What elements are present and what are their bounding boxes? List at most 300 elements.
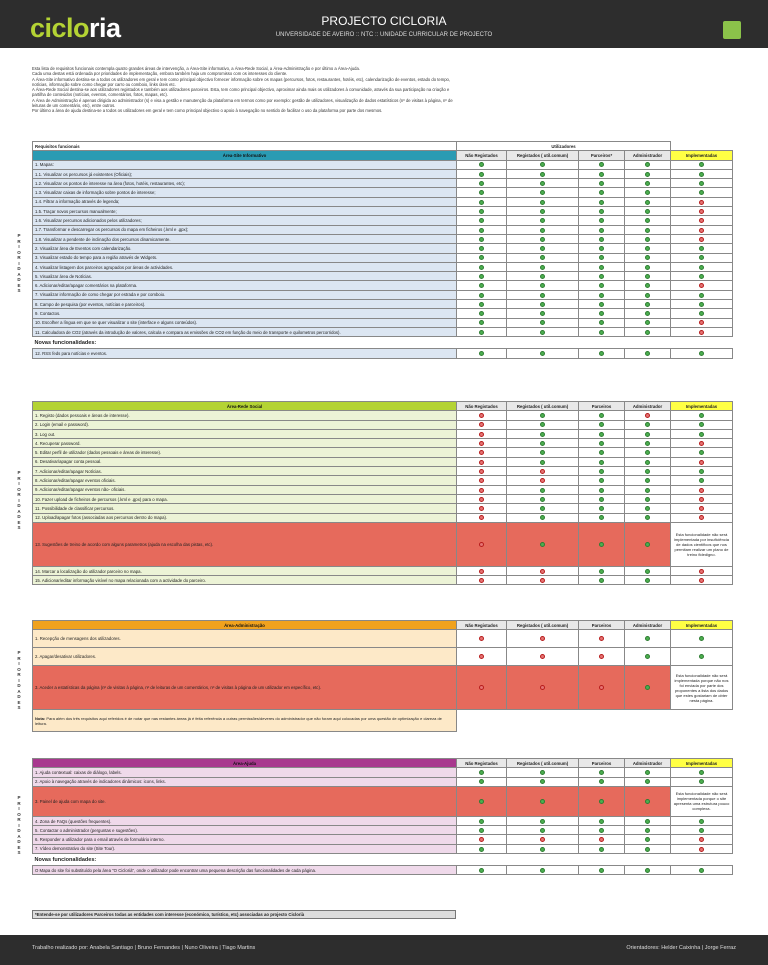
table-row	[33, 300, 733, 309]
check-icon	[699, 311, 704, 316]
check-icon	[599, 413, 604, 418]
check-icon	[540, 432, 545, 437]
cross-icon	[699, 441, 704, 446]
check-icon	[645, 654, 650, 659]
cross-icon	[699, 200, 704, 205]
cross-icon	[699, 460, 704, 465]
check-icon	[599, 293, 604, 298]
table-row	[33, 349, 733, 358]
check-icon	[540, 330, 545, 335]
implementation-note: Esta funcionalidade não será implementada por insuficiência de dados científicos que nos permitam realizar um plano de treino fidedigno.	[671, 522, 733, 566]
check-icon	[479, 293, 484, 298]
table-row	[33, 835, 733, 844]
check-icon	[599, 770, 604, 775]
check-icon	[699, 413, 704, 418]
table-row	[33, 429, 733, 438]
check-icon	[645, 283, 650, 288]
footer-supervisors: Orientadores: Helder Caixinha | Jorge Ferraz	[626, 945, 736, 951]
table-row	[33, 648, 733, 666]
check-icon	[540, 311, 545, 316]
requirement-label: 6. Adicionar/editar/apagar comentários na plataforma.	[33, 281, 457, 290]
cross-icon	[479, 837, 484, 842]
check-icon	[599, 828, 604, 833]
table-row	[33, 666, 733, 710]
requirement-label: 1.1. Visualizar os percursos já existentes (Oficiais);	[33, 169, 457, 178]
requirement-label: 3. Visualizar estado do tempo para a região através de Widgets.	[33, 253, 457, 262]
check-icon	[479, 330, 484, 335]
check-icon	[540, 506, 545, 511]
check-icon	[645, 228, 650, 233]
check-icon	[599, 819, 604, 824]
table-row	[33, 457, 733, 466]
check-icon	[599, 228, 604, 233]
table-row	[33, 309, 733, 318]
table-row	[33, 160, 733, 169]
check-icon	[645, 578, 650, 583]
cross-icon	[699, 228, 704, 233]
cross-icon	[479, 469, 484, 474]
check-icon	[599, 181, 604, 186]
check-icon	[599, 478, 604, 483]
table-row	[33, 816, 733, 825]
cross-icon	[699, 847, 704, 852]
check-icon	[479, 799, 484, 804]
check-icon	[599, 172, 604, 177]
cross-icon	[540, 837, 545, 842]
check-icon	[699, 478, 704, 483]
table-row	[33, 318, 733, 327]
check-icon	[645, 162, 650, 167]
new-features-heading: Novas funcionalidades:	[34, 856, 97, 863]
check-icon	[699, 181, 704, 186]
check-icon	[540, 497, 545, 502]
requirement-label: 12. Upload/apagar fotos (associadas aos percursos dentro do mapa).	[33, 513, 457, 522]
check-icon	[479, 218, 484, 223]
check-icon	[599, 218, 604, 223]
cross-icon	[699, 320, 704, 325]
section-administracao	[32, 620, 768, 732]
cross-icon	[479, 460, 484, 465]
requirement-label: 11. Possibilidade de classificar percursos.	[33, 504, 457, 513]
check-icon	[645, 209, 650, 214]
cross-icon	[540, 469, 545, 474]
check-icon	[645, 460, 650, 465]
check-icon	[645, 200, 650, 205]
cross-icon	[479, 413, 484, 418]
section-title: Área-Site Informativo	[33, 151, 457, 160]
check-icon	[645, 770, 650, 775]
cross-icon	[479, 569, 484, 574]
check-icon	[599, 542, 604, 547]
check-icon	[599, 497, 604, 502]
cross-icon	[699, 283, 704, 288]
requirement-label: 1. Registo (dados pessoais e áreas de interesse).	[33, 411, 457, 420]
requirement-label: 6. Responder a utilizador para o email através de formulário interno.	[33, 835, 457, 844]
check-icon	[699, 636, 704, 641]
intro-paragraph: Por último a área de ajuda destina-se a todos os utilizadores em geral e tem como principal objectivo o apoio à navegação no sentido de facilitar o uso da plataforma por parte dos mesmos.	[32, 108, 383, 114]
requirement-label: 1. Mapas:	[33, 160, 457, 169]
check-icon	[599, 779, 604, 784]
check-icon	[599, 868, 604, 873]
table-row	[33, 420, 733, 429]
check-icon	[599, 283, 604, 288]
new-features-heading: Novas funcionalidades:	[34, 339, 97, 346]
check-icon	[540, 770, 545, 775]
check-icon	[599, 237, 604, 242]
cross-icon	[699, 237, 704, 242]
table-row	[33, 244, 733, 253]
table-row	[33, 262, 733, 271]
prioridades-label: P R I O R I D A D E S	[17, 233, 21, 293]
check-icon	[479, 868, 484, 873]
cross-icon	[479, 685, 484, 690]
check-icon	[540, 488, 545, 493]
intro-paragraph: A Área-Rede Social destina-se aos utilizadores registados e também aos utilizadores parceiros. Esta, tem como principal objectivo, aproximar ainda mais os utilizadores à comunidade, através da sua participação na criação e partilha de conteúdos (notícias, eventos, comentários, fotos, mapas, etc).	[32, 87, 450, 98]
check-icon	[599, 847, 604, 852]
section-rede-social	[32, 401, 768, 585]
check-icon	[540, 228, 545, 233]
check-icon	[599, 265, 604, 270]
check-icon	[645, 828, 650, 833]
table-row	[33, 576, 733, 585]
requirement-label: 15. Adicionar/editar informação visível no mapa relacionada com a actividade do parceiro.	[33, 576, 457, 585]
check-icon	[599, 246, 604, 251]
check-icon	[645, 351, 650, 356]
footer-authors: Trabalho realizado por: Anabela Santiago | Bruno Fernandes | Nuno Oliveira | Tiago Martins	[32, 945, 256, 951]
header-bar	[0, 0, 768, 48]
check-icon	[645, 293, 650, 298]
check-icon	[479, 819, 484, 824]
check-icon	[645, 515, 650, 520]
requirement-label: 4. Recuperar password.	[33, 439, 457, 448]
check-icon	[699, 190, 704, 195]
check-icon	[540, 542, 545, 547]
check-icon	[479, 770, 484, 775]
cross-icon	[699, 488, 704, 493]
cross-icon	[479, 432, 484, 437]
cross-icon	[540, 685, 545, 690]
requirement-label: 11. Calculadora de CO2 (através da introdução de valores, calcula e compara as emissões de CO2 em função do meio de transporte e quilometros percorridos).	[33, 327, 457, 336]
check-icon	[599, 506, 604, 511]
check-icon	[699, 162, 704, 167]
check-icon	[699, 770, 704, 775]
check-icon	[699, 469, 704, 474]
cross-icon	[540, 636, 545, 641]
check-icon	[699, 255, 704, 260]
requirement-label: 9. Contactos.	[33, 309, 457, 318]
table-row	[33, 327, 733, 336]
cross-icon	[699, 497, 704, 502]
check-icon	[540, 799, 545, 804]
check-icon	[540, 162, 545, 167]
requirement-label: 2. Visualizar área de Eventos com calendarização.	[33, 244, 457, 253]
check-icon	[479, 172, 484, 177]
check-icon	[479, 162, 484, 167]
check-icon	[540, 847, 545, 852]
check-icon	[540, 274, 545, 279]
admin-note: Nota: Para além dos três requisitos aqui referidos é de notar que nas restantes áreas já é feita referência a outras permissões/deveres do administrador que não foram aqui colocadas por uma questão de optimização e clareza de leitura.	[33, 710, 457, 732]
section-site-informativo: Requisitos funcionais Utilizadores Área-Site Informativo Não Registados Registados ( util.comum) Parceiros* Administrador Implementadas 1. Mapas: 1.1. Visualizar os percursos já existentes (Oficiais); 1.2. Visualizar os pontos de interesse na área (fotos, hotéis, restaurantes, etc); 1.3. Visualizar caixas de informação sobre pontos de interesse; 1.4. Filtrar a informação através de legenda; 1.5. Traçar novos percursos manualmente; 1.6. Visualizar percursos adicionados pelos utilizadores; 1.7. Transformar e descarregar os percursos do mapa em ficheiros (.kml e .gpx); 1.8. Visualizar a pendente de inclinação dos percursos dinamicamente. 2. Visualizar área de Eventos com calendarização. 3. Visualizar estado do tempo para a região através de Widgets. 4. Visualizar listagem dos parceiros agrupados por áreas de actividades. 5. Visualizar área de Notícias. 6. Adicionar/editar/apagar comentários na plataforma. 7. Visualizar informação de como chegar por estrada e por comboio. 8. Campo de pesquisa (por eventos, notícias e parceiros). 9. Contactos. 10. Escolher a língua em que se quer visualizar o site (interface e alguns conteúdos). 11. Calculadora de CO2 (através da introdução de valores, calcula e compara as emissões de CO2 em função do meio de transporte e quilometros percorridos). Novas funcionalidades: 12. RSS feds para notícias e eventos.	[32, 141, 768, 359]
requirement-label: 2. Apagar/desativar utilizadores.	[33, 648, 457, 666]
table-header: Área-Administração Não Registados Registados ( util.comum) Parceiros Administrador Implementadas	[33, 621, 733, 630]
check-icon	[540, 246, 545, 251]
check-icon	[540, 237, 545, 242]
check-icon	[599, 422, 604, 427]
check-icon	[540, 413, 545, 418]
requirement-label: 1.7. Transformar e descarregar os percursos do mapa em ficheiros (.kml e .gpx);	[33, 225, 457, 234]
check-icon	[645, 302, 650, 307]
check-icon	[540, 265, 545, 270]
table-row	[33, 777, 733, 786]
check-icon	[599, 469, 604, 474]
check-icon	[645, 569, 650, 574]
check-icon	[699, 828, 704, 833]
check-icon	[540, 255, 545, 260]
check-icon	[599, 190, 604, 195]
cross-icon	[699, 837, 704, 842]
check-icon	[479, 302, 484, 307]
cross-icon	[479, 488, 484, 493]
cross-icon	[699, 218, 704, 223]
check-icon	[540, 320, 545, 325]
check-icon	[599, 515, 604, 520]
requirement-label: 8. Campo de pesquisa (por eventos, notícias e parceiros).	[33, 300, 457, 309]
cross-icon	[479, 450, 484, 455]
check-icon	[645, 311, 650, 316]
table-row	[33, 197, 733, 206]
check-icon	[599, 351, 604, 356]
check-icon	[599, 578, 604, 583]
requirement-label: 3. Log out.	[33, 429, 457, 438]
check-icon	[479, 283, 484, 288]
intro-paragraph: A Área de Administração é apenas dirigida ao administrador (s) e visa a gestão e manutenção da plataforma em termos como por exemplo: gestão de utilizadores, visualização de dados estatísticos (nº de visitas à página, nº de leituras de um comentário, etc), entre outros.	[32, 97, 453, 109]
check-icon	[699, 422, 704, 427]
table-row	[33, 844, 733, 853]
requirement-label: 6. Desativar/apagar conta pessoal.	[33, 457, 457, 466]
table-row	[33, 513, 733, 522]
check-icon	[645, 181, 650, 186]
requirement-label: 14. Marcar a localização do utilizador parceiro no mapa.	[33, 566, 457, 575]
requirement-label: 4. Visualizar listagem dos parceiros agrupados por áreas de actividades.	[33, 262, 457, 271]
table-header: Área-Rede Social Não Registados Registados ( util.comum) Parceiros Administrador Implementadas	[33, 402, 733, 411]
table-row	[33, 188, 733, 197]
check-icon	[479, 246, 484, 251]
check-icon	[540, 868, 545, 873]
table-header: Área-Ajuda Não Registados Registados ( util.comum) Parceiros Administrador Implementadas	[33, 759, 733, 768]
prioridades-label: P R I O R I D A D E S	[17, 795, 21, 855]
requirement-label: 5. Editar perfil de utilizador (dados pessoais e áreas de interesse).	[33, 448, 457, 457]
check-icon	[645, 320, 650, 325]
requirement-label: 1.8. Visualizar a pendente de inclinação dos percursos dinamicamente.	[33, 234, 457, 243]
check-icon	[479, 237, 484, 242]
intro-text	[32, 66, 462, 114]
check-icon	[479, 209, 484, 214]
check-icon	[645, 422, 650, 427]
check-icon	[479, 255, 484, 260]
check-icon	[645, 506, 650, 511]
section-title: Área-Ajuda	[33, 759, 457, 768]
requirement-label: 10. Escolher a língua em que se quer visualizar o site (interface e alguns conteúdos).	[33, 318, 457, 327]
check-icon	[599, 320, 604, 325]
cross-icon	[479, 636, 484, 641]
check-icon	[540, 218, 545, 223]
check-icon	[645, 488, 650, 493]
requirement-label: 3. Painel de ajuda com mapa do site.	[33, 786, 457, 816]
check-icon	[599, 799, 604, 804]
table-row	[33, 768, 733, 777]
check-icon	[645, 450, 650, 455]
table-row	[33, 411, 733, 420]
check-icon	[479, 228, 484, 233]
check-icon	[699, 172, 704, 177]
requirement-label: 13. Sugestões de treino de acordo com alguns parametros (ajuda na escolha das pistas, etc).	[33, 522, 457, 566]
check-icon	[699, 293, 704, 298]
check-icon	[645, 274, 650, 279]
requirement-label: 7. Adicionar/editar/apagar Notícias.	[33, 467, 457, 476]
cicloria-logo: cicloria	[30, 13, 121, 43]
table-row	[33, 281, 733, 290]
check-icon	[479, 190, 484, 195]
page-subtitle: UNIVERSIDADE DE AVEIRO :: NTC :: UNIDADE CURRICULAR DE PROJECTO	[275, 32, 493, 38]
cross-icon	[479, 654, 484, 659]
cross-icon	[645, 413, 650, 418]
check-icon	[645, 441, 650, 446]
cross-icon	[540, 478, 545, 483]
table-row	[33, 494, 733, 503]
check-icon	[645, 868, 650, 873]
cross-icon	[599, 654, 604, 659]
cross-icon	[599, 837, 604, 842]
table-row	[33, 826, 733, 835]
check-icon	[645, 218, 650, 223]
cross-icon	[479, 578, 484, 583]
table-row	[33, 566, 733, 575]
cross-icon	[540, 569, 545, 574]
check-icon	[540, 293, 545, 298]
check-icon	[540, 283, 545, 288]
requirement-label: 1.4. Filtrar a informação através de legenda;	[33, 197, 457, 206]
footer-bar	[0, 935, 768, 965]
check-icon	[599, 432, 604, 437]
check-icon	[599, 311, 604, 316]
implementation-note: Esta funcionalidade não será implementada porque o site apresenta uma estrutura pouco complexa.	[671, 786, 733, 816]
check-icon	[479, 351, 484, 356]
table-row	[33, 169, 733, 178]
check-icon	[699, 654, 704, 659]
check-icon	[479, 200, 484, 205]
page-title: PROJECTO CICLORIA	[321, 14, 447, 28]
check-icon	[540, 200, 545, 205]
check-icon	[699, 274, 704, 279]
table-row	[33, 234, 733, 243]
cross-icon	[479, 441, 484, 446]
check-icon	[479, 265, 484, 270]
check-icon	[479, 828, 484, 833]
table-row	[33, 216, 733, 225]
cross-icon	[479, 422, 484, 427]
check-icon	[699, 351, 704, 356]
check-icon	[540, 351, 545, 356]
check-icon	[645, 330, 650, 335]
requirement-label: 9. Adicionar/editar/apagar eventos não- oficiais.	[33, 485, 457, 494]
requirement-label: 4. Zona de FaQs (questões frequentes).	[33, 816, 457, 825]
castle-icon	[723, 21, 741, 39]
check-icon	[599, 255, 604, 260]
requirement-label: 7. Vídeo demonstrativo do site (Site Tour).	[33, 844, 457, 853]
check-icon	[479, 847, 484, 852]
check-icon	[599, 302, 604, 307]
check-icon	[540, 441, 545, 446]
check-icon	[645, 172, 650, 177]
cross-icon	[699, 569, 704, 574]
check-icon	[599, 569, 604, 574]
requirement-label: 2. Login (email e password).	[33, 420, 457, 429]
check-icon	[599, 162, 604, 167]
table-row	[33, 485, 733, 494]
table-row	[33, 786, 733, 816]
section-title: Área-Administração	[33, 621, 457, 630]
table-row	[33, 467, 733, 476]
intro-paragraph: A Área-Site informativo destina-se a todos os utilizadores em geral e tem como principal objectivo fornecer informação sobre os mapas (percursos, fotos, restaurantes, hotéis, etc), calendarização de eventos, estado do tempo, notícias, informação sobre como chegar por carro ou comboio, links úteis etc.	[32, 76, 451, 87]
check-icon	[540, 779, 545, 784]
check-icon	[479, 779, 484, 784]
table-row	[33, 476, 733, 485]
check-icon	[599, 450, 604, 455]
table-row	[33, 290, 733, 299]
check-icon	[645, 497, 650, 502]
cross-icon	[699, 515, 704, 520]
check-icon	[540, 422, 545, 427]
check-icon	[645, 190, 650, 195]
prioridades-label: P R I O R I D A D E S	[17, 650, 21, 710]
check-icon	[540, 450, 545, 455]
cross-icon	[699, 578, 704, 583]
table-row	[33, 179, 733, 188]
check-icon	[699, 265, 704, 270]
check-icon	[479, 320, 484, 325]
cross-icon	[479, 497, 484, 502]
check-icon	[599, 274, 604, 279]
check-icon	[540, 515, 545, 520]
check-icon	[479, 274, 484, 279]
check-icon	[699, 819, 704, 824]
table-row	[33, 866, 733, 875]
check-icon	[699, 432, 704, 437]
check-icon	[645, 636, 650, 641]
table-row	[33, 630, 733, 648]
check-icon	[645, 837, 650, 842]
footnote: *Entende-se por utilizadores Parceiros todas as entidades com interesse (económico, turístico, etc) associadas ao projecto Ciclorià	[32, 910, 456, 919]
requirement-label: 5. Visualizar área de Notícias.	[33, 272, 457, 281]
check-icon	[599, 441, 604, 446]
table-row	[33, 253, 733, 262]
check-icon	[540, 172, 545, 177]
requirement-label: 1.3. Visualizar caixas de informação sobre pontos de interesse;	[33, 188, 457, 197]
table-row	[33, 504, 733, 513]
check-icon	[699, 868, 704, 873]
requirement-label: 7. Visualizar informação de como chegar por estrada e por comboio.	[33, 290, 457, 299]
check-icon	[645, 237, 650, 242]
cross-icon	[479, 542, 484, 547]
table-caption: Requisitos funcionais	[33, 142, 457, 151]
cross-icon	[599, 636, 604, 641]
check-icon	[540, 828, 545, 833]
cross-icon	[479, 506, 484, 511]
check-icon	[540, 190, 545, 195]
check-icon	[540, 460, 545, 465]
section-title: Área-Rede Social	[33, 402, 457, 411]
table-header: Área-Site Informativo Não Registados Registados ( util.comum) Parceiros* Administrador Implementadas	[33, 151, 733, 160]
